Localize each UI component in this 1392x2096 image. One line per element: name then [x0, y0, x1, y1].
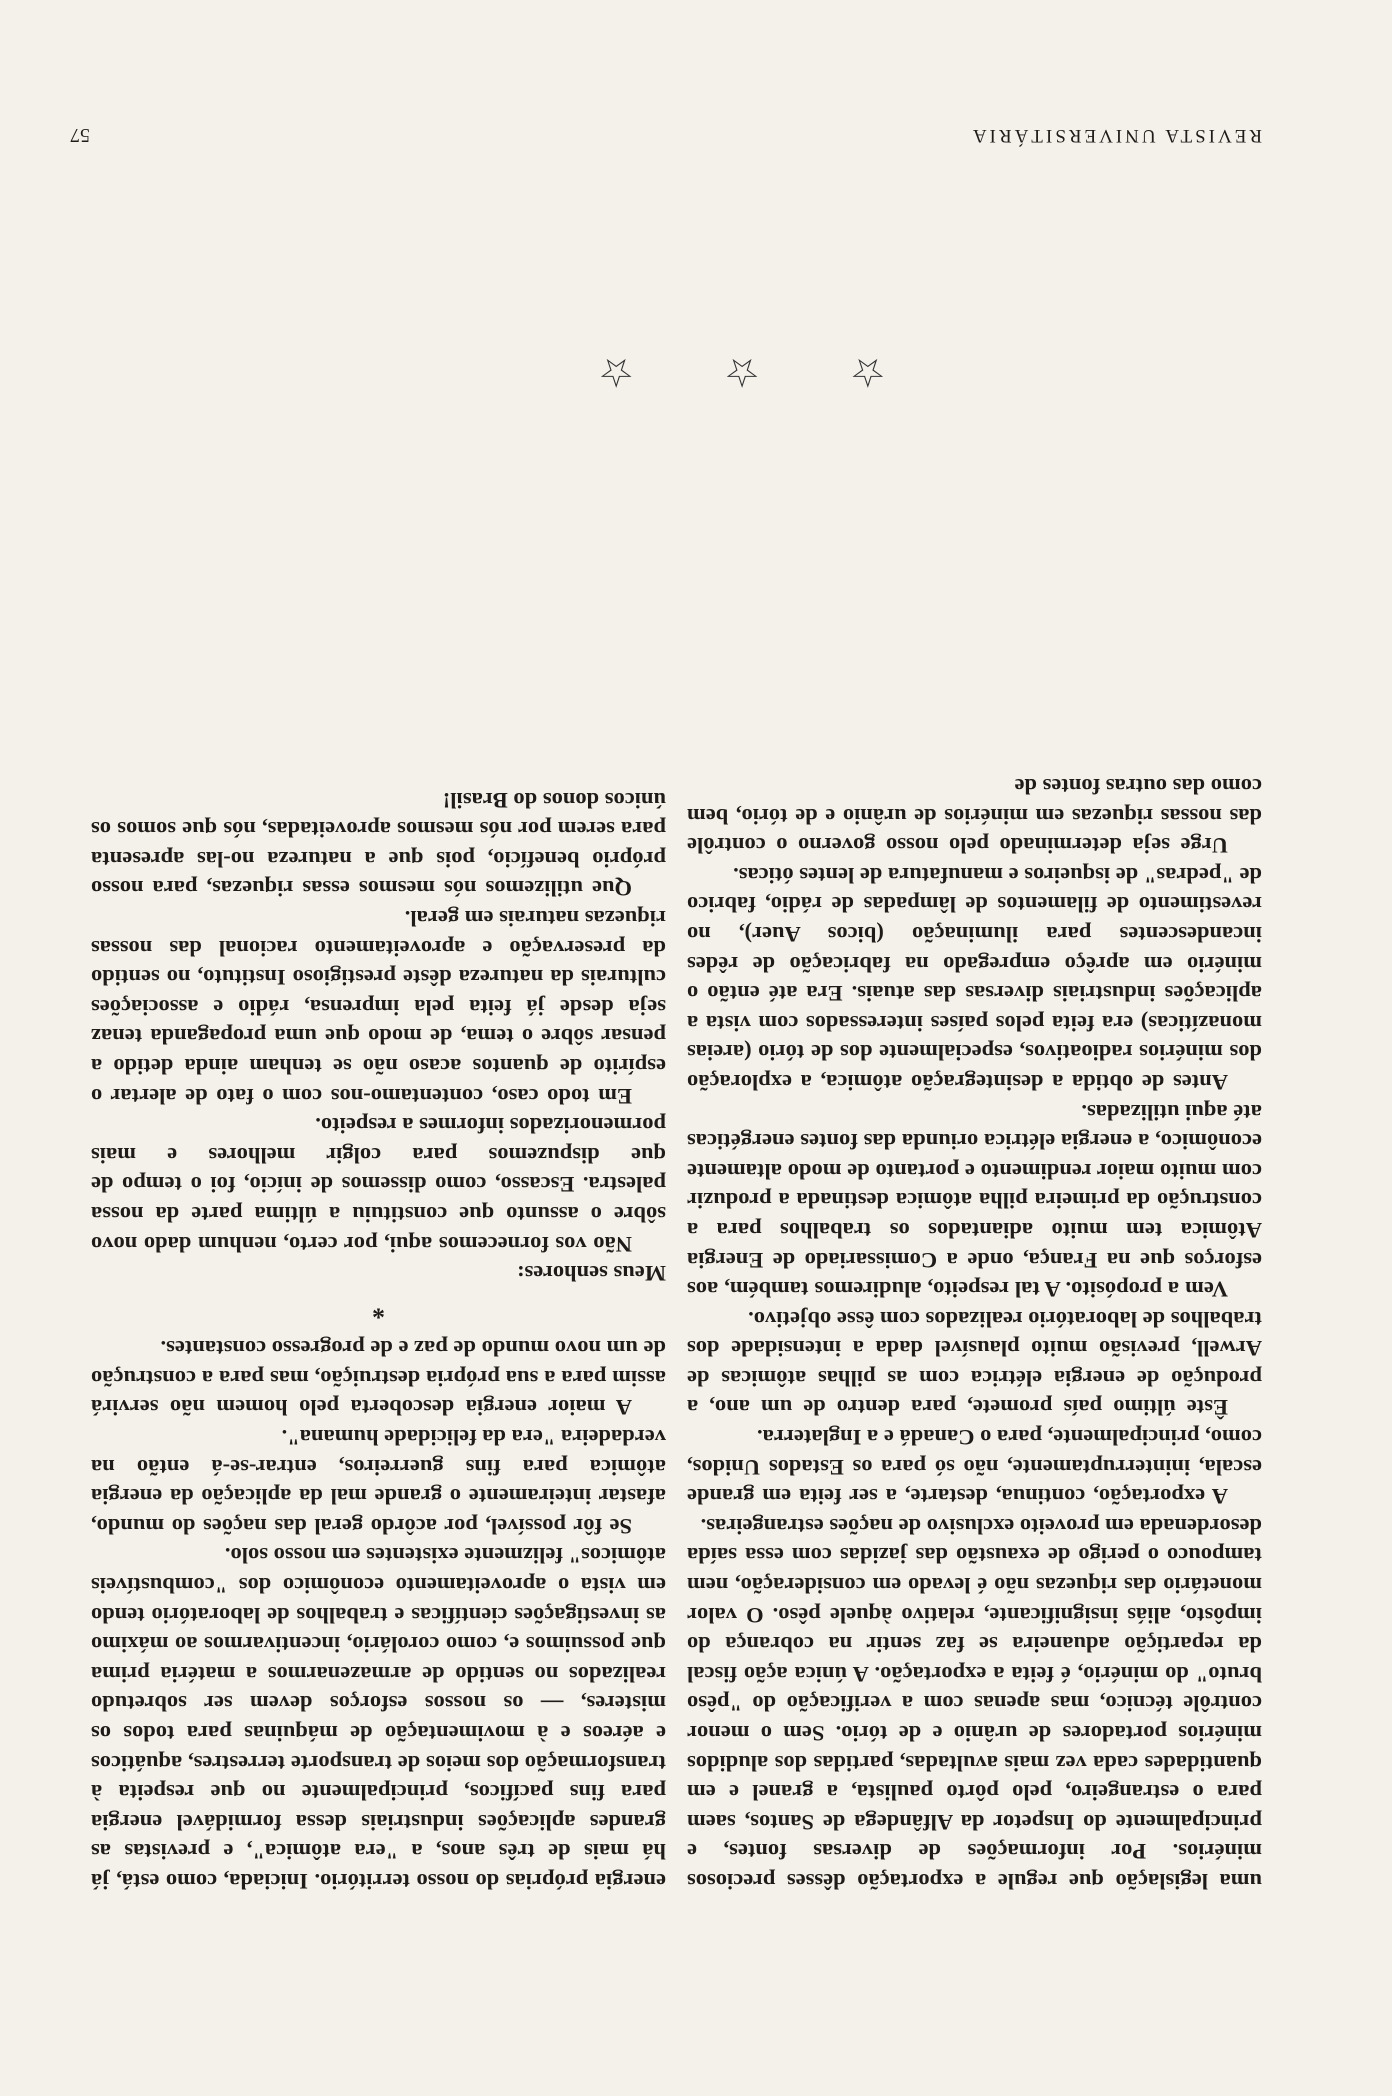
paragraph: Antes de obtida a desintegração atômica, a exploração dos minérios radioativos, especialmente dos de tório (areias monazíticas) era feita pelos países interessados com vista a aplicações industriais diversas das atuais. Era até então o minério em aprêço empregado na fabricação de rêdes incandescentes para iluminação (bicos Auer), no revestimento de filamentos de lâmpadas de rádio, fabrico de "pedras" de isqueiros e manufatura de lentes óticas. [687, 862, 1262, 1095]
paragraph: Êste último país promete, para dentro de um ano, a produção de energia elétrica com as pilhas atômicas de Arwell, previsão muito plausível dada a intensidade dos trabalhos de laboratório realizados com êsse objetivo. [687, 1306, 1262, 1421]
section-separator-star: * [372, 1294, 385, 1324]
page-number: 57 [70, 124, 90, 146]
paragraph: energia próprias do nosso território. Iniciada, como está, já há mais de três anos, a "era atômica", e previstas as grandes aplicações industriais dessa formidável energia para fins pacíficos, principalmente no que respeita à transformação dos meios de transporte terrestres, aquáticos e aéreos e à movimentação de máquinas para todos os misteres, — os nossos esforços devem ser sobretudo realizados no sentido de armazenarmos a matéria prima que possuimos e, como corolário, incentivarmos ao máximo as investigações científicas e trabalhos de laboratório tendo em vista o aproveitamento econômico dos "combustíveis atômicos" felizmente existentes em nosso solo. [91, 1543, 666, 1894]
paragraph: Urge seja determinado pelo nosso governo o contrôle das nossas riquezas em minérios de urânio e de tório, bem como das outras fontes de [687, 774, 1262, 859]
salutation: Meus senhores: [517, 1261, 666, 1287]
journal-title: REVISTA UNIVERSITÁRIA [969, 125, 1262, 146]
paragraph: A exportação, continua, destarte, a ser feita em grande escala, ininterruptamente, não só para os Estados Unidos, como, principalmente, para o Canadá e a Inglaterra. [687, 1425, 1262, 1510]
paragraph: Em todo caso, contentamo-nos com o fato de alertar o espírito de quantos acaso não se tenham ainda detido a pensar sôbre o tema, de modo que uma propaganda tenaz seja desde já feita pela imprensa, rádio e associações culturais da natureza dêste prestigioso Instituto, no sentido da preservação e aproveitamento racional das nossas riquezas naturais em geral. [91, 906, 666, 1109]
paragraph: Se fôr possível, por acôrdo geral das nações do mundo, afastar inteiramente o grande mal da aplicação da energia atômica para fins guerreiros, entrar-se-á então na verdadeira "era da felicidade humana". [91, 1425, 666, 1539]
closing-stars-ornament: ☆ ☆ ☆ [558, 350, 886, 395]
right-column [91, 785, 666, 1896]
paragraph: Não vos fornecemos aqui, por certo, nenhum dado novo sôbre o assunto que constituiu a última parte da nossa palestra. Escasso, como dissemos de início, foi o tempo de que dispuzemos para colgir melhores e mais pormenorizados informes a respeito. [91, 1113, 666, 1257]
left-column [687, 771, 1262, 1896]
running-header [70, 106, 1262, 146]
paragraph: uma legislação que regule a exportação dêsses preciosos minérios. Por informações de diversas fontes, e principalmente do Inspetor da Alfândega de Santos, saem para o estrangeiro, pelo pôrto paulista, a granel e em quantidades cada vez mais avultadas, partidas dos aludidos minérios portadores de urânio e de tório. Sem o menor contrôle técnico, mas apenas com a verificação do "pêso bruto" do minério, é feita a exportação. A única ação fiscal da repartição aduaneira se faz sentir na cobrança do impôsto, aliás insignificante, relativo àquele pêso. O valor monetário das riquezas não é levado em consideração, nem tampouco o perigo de exaustão das jazidas com essa saída desordenada em proveito exclusivo de nações estrangeiras. [687, 1513, 1262, 1894]
paragraph: Vem a propósito. A tal respeito, aludiremos também, aos esforços que na França, onde a Comissariado de Energia Atômica tem muito adiantados os trabalhos para a construção da primeira pilha atômica destinada a produzir com muito maior rendimento e portanto de modo altamente econômico, a energia elétrica oriunda das fontes energéticas até aqui utilizadas. [687, 1099, 1262, 1303]
paragraph: Que utilizemos nós mesmos essas riquezas, para nosso próprio benefício, pois que a natureza no-las apresenta para serem por nós mesmos aproveitadas, nós que somos os únicos donos do Brasil! [91, 787, 666, 902]
paragraph: A maior energia descoberta pelo homem não servirá assim para a sua própria destruição, mas para a construção de um novo mundo de paz e de progresso constantes. [91, 1336, 666, 1421]
